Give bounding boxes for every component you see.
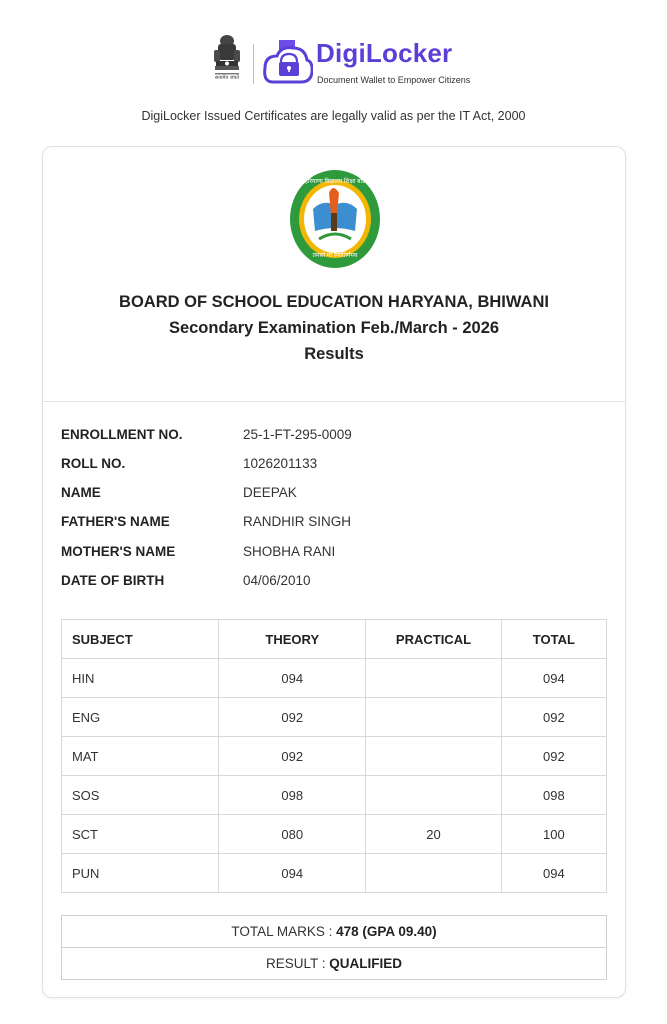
info-label: FATHER'S NAME — [61, 514, 170, 529]
board-title: BOARD OF SCHOOL EDUCATION HARYANA, BHIWANI — [119, 293, 549, 311]
practical-cell — [366, 698, 501, 737]
practical-cell — [366, 776, 501, 815]
column-header-total: TOTAL — [501, 620, 606, 659]
info-label: ROLL NO. — [61, 456, 126, 471]
info-label: MOTHER'S NAME — [61, 544, 176, 559]
result-summary — [61, 915, 607, 980]
info-row-father-name — [61, 514, 601, 538]
info-value: 04/06/2010 — [243, 573, 311, 588]
result-row — [62, 947, 606, 979]
info-row-enrollment — [61, 427, 601, 451]
result-certificate-card — [42, 146, 626, 998]
column-header-theory: THEORY — [219, 620, 366, 659]
subject-cell: SCT — [62, 815, 219, 854]
table-row — [62, 698, 607, 737]
total-cell: 094 — [501, 659, 606, 698]
table-row — [62, 659, 607, 698]
info-label: DATE OF BIRTH — [61, 573, 165, 588]
digilocker-tagline: Document Wallet to Empower Citizens — [317, 75, 471, 85]
theory-cell: 094 — [219, 854, 366, 893]
practical-cell: 20 — [366, 815, 501, 854]
subject-cell: ENG — [62, 698, 219, 737]
practical-cell — [366, 854, 501, 893]
seal-text-bottom: तमसो मा ज्योतिर्गमय — [312, 253, 358, 259]
info-row-date-of-birth — [61, 573, 601, 597]
practical-cell — [366, 737, 501, 776]
info-label: NAME — [61, 485, 101, 500]
info-row-name — [61, 485, 601, 509]
section-divider — [43, 401, 625, 402]
table-row — [62, 815, 607, 854]
total-marks-row — [62, 916, 606, 947]
theory-cell: 092 — [219, 737, 366, 776]
subject-cell: SOS — [62, 776, 219, 815]
total-cell: 098 — [501, 776, 606, 815]
theory-cell: 098 — [219, 776, 366, 815]
result-label: RESULT : — [265, 956, 330, 971]
info-value: RANDHIR SINGH — [243, 514, 352, 529]
digilocker-header — [0, 0, 667, 140]
table-header-row — [62, 620, 607, 659]
subject-cell: MAT — [62, 737, 219, 776]
legal-validity-notice: DigiLocker Issued Certificates are legally valid as per the IT Act, 2000 — [141, 109, 526, 123]
theory-cell: 094 — [219, 659, 366, 698]
total-cell: 092 — [501, 737, 606, 776]
header-divider — [253, 44, 254, 84]
column-header-subject: SUBJECT — [62, 620, 219, 659]
column-header-practical: PRACTICAL — [366, 620, 501, 659]
table-row — [62, 737, 607, 776]
marks-table — [61, 619, 607, 893]
subject-cell: PUN — [62, 854, 219, 893]
seal-text-top: हरियाणा विद्यालय शिक्षा बोर्ड — [304, 179, 366, 185]
theory-cell: 080 — [219, 815, 366, 854]
theory-cell: 092 — [219, 698, 366, 737]
info-value: 25-1-FT-295-0009 — [243, 427, 352, 442]
info-value: DEEPAK — [243, 485, 297, 500]
emblem-caption: सत्यमेव जयते — [214, 75, 240, 81]
digilocker-logo-icon[interactable] — [259, 38, 313, 88]
total-marks-label: TOTAL MARKS : — [231, 924, 337, 939]
info-value: SHOBHA RANI — [243, 544, 336, 559]
table-row — [62, 854, 607, 893]
total-cell: 092 — [501, 698, 606, 737]
table-row — [62, 776, 607, 815]
practical-cell — [366, 659, 501, 698]
info-row-roll-no — [61, 456, 601, 480]
subject-cell: HIN — [62, 659, 219, 698]
results-heading: Results — [304, 345, 364, 363]
total-cell: 094 — [501, 854, 606, 893]
info-row-mother-name — [61, 544, 601, 568]
result-value: QUALIFIED — [329, 956, 403, 971]
total-cell: 100 — [501, 815, 606, 854]
info-value: 1026201133 — [243, 456, 318, 471]
exam-title: Secondary Examination Feb./March - 2026 — [168, 319, 500, 337]
digilocker-brand-name: DigiLocker — [316, 38, 453, 68]
info-label: ENROLLMENT NO. — [61, 427, 183, 442]
total-marks-value: 478 (GPA 09.40) — [336, 924, 437, 939]
